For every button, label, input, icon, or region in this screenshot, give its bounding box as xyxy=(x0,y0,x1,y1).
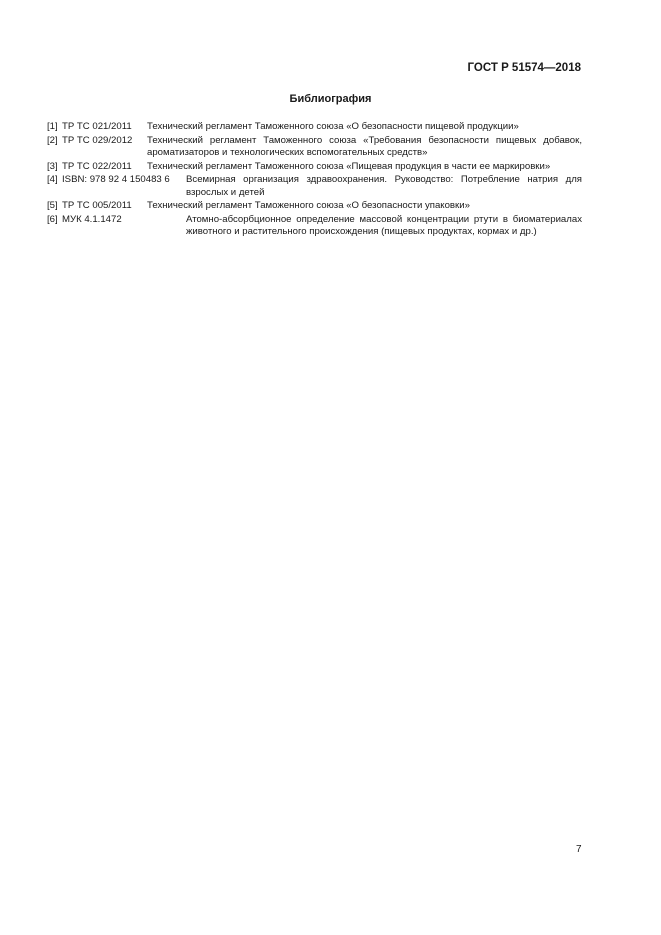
entry-number: [3] xyxy=(47,160,58,172)
bibliography-entry xyxy=(47,121,582,133)
bibliography-entry xyxy=(47,161,582,173)
entry-code: ТР ТС 021/2011 xyxy=(62,121,132,132)
section-title: Библиография xyxy=(289,93,372,105)
entry-code: ТР ТС 005/2011 xyxy=(62,200,132,212)
bibliography-list xyxy=(47,121,582,240)
entry-code: ISBN: 978 92 4 150483 6 xyxy=(62,174,170,186)
entry-text: Атомно-абсорбционное определение массовой концентрации ртути в биоматериалах животного и растительного происхождения (пищевых продуктах, кормах и др.) xyxy=(186,214,582,238)
entry-number: [2] xyxy=(47,134,58,146)
entry-code: МУК 4.1.1472 xyxy=(62,214,122,226)
bibliography-entry xyxy=(47,200,582,212)
entry-number: [5] xyxy=(47,200,58,212)
document-id: ГОСТ Р 51574—2018 xyxy=(467,62,581,74)
entry-number: [1] xyxy=(47,121,58,132)
entry-text: Технический регламент Таможенного союза «О безопасности пищевой продукции» xyxy=(147,121,519,132)
entry-text: Технический регламент Таможенного союза «О безопасности упаковки» xyxy=(147,200,470,212)
bibliography-entry xyxy=(47,135,582,160)
entry-number: [4] xyxy=(47,174,58,186)
bibliography-entry xyxy=(47,174,582,199)
bibliography-entry xyxy=(47,214,582,239)
entry-code: ТР ТС 029/2012 xyxy=(62,134,133,146)
entry-text: Технический регламент Таможенного союза «Требования безопасности пищевых добавок, ароматизаторов и технологических вспомогательных средств» xyxy=(147,134,582,158)
page-number: 7 xyxy=(576,844,582,855)
entry-text: Всемирная организация здравоохранения. Руководство: Потребление натрия для взрослых и детей xyxy=(186,174,582,198)
entry-number: [6] xyxy=(47,214,58,226)
entry-code: ТР ТС 022/2011 xyxy=(62,160,132,172)
entry-text: Технический регламент Таможенного союза «Пищевая продукция в части ее маркировки» xyxy=(147,160,551,172)
